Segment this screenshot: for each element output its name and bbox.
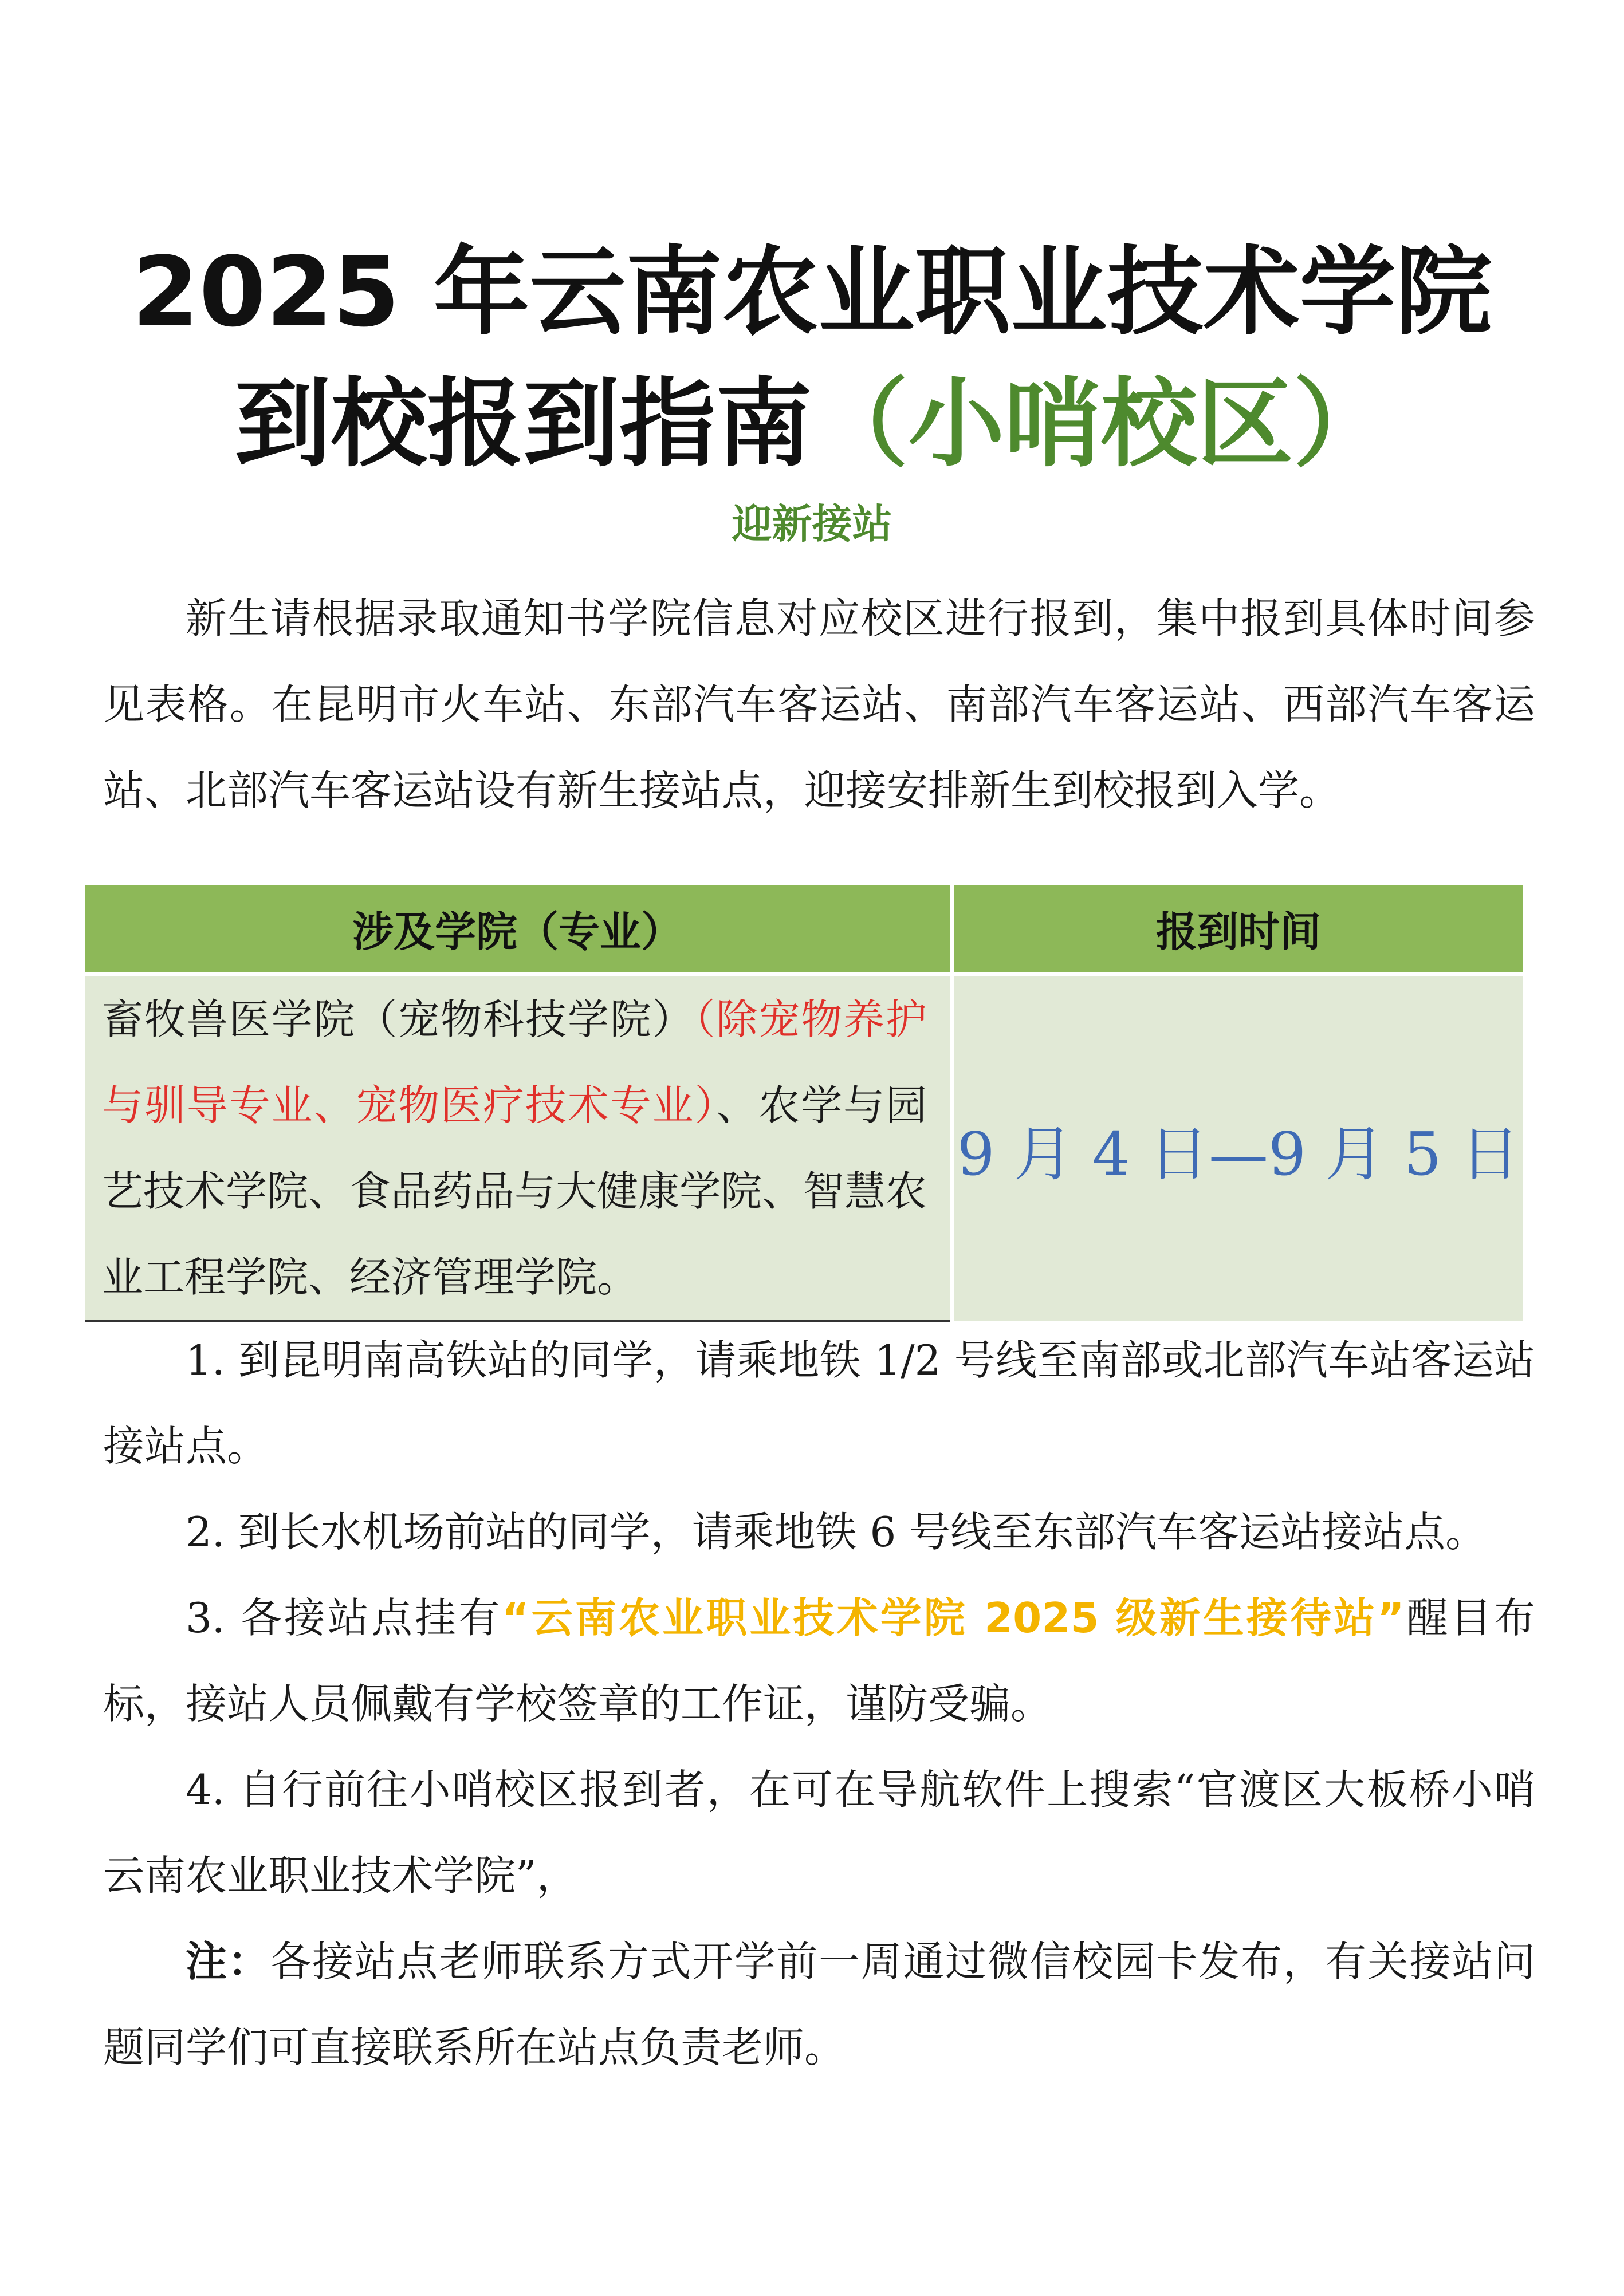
colleges-part1: 畜牧兽医学院（宠物科技学院） [102,995,695,1043]
step-3-after: 醒目布标，接站人员佩戴有学校签章的工作证，谨防受骗。 [103,1594,1535,1728]
step-1: 1. 到昆明南高铁站的同学，请乘地铁 1/2 号线至南部或北部汽车站客运站接站点。 [103,1336,1535,1470]
note-text: 各接站点老师联系方式开学前一周通过微信校园卡发布，有关接站问题同学们可直接联系所在站点负责老师。 [103,1937,1535,2071]
title-campus: （小哨校区） [812,368,1390,480]
intro-paragraph: 新生请根据录取通知书学院信息对应校区进行报到，集中报到具体时间参见表格。在昆明市火车站、东部汽车客运站、南部汽车客运站、西部汽车客运站、北部汽车客运站设有新生接站点，迎接安排新生到校报到入学。 [103,594,1535,814]
step-4: 4. 自行前往小哨校区报到者，在可在导航软件上搜索“官渡区大板桥小哨云南农业职业技术学院”， [103,1766,1535,1900]
step-3-banner-name: “云南农业职业技术学院 2025 级新生接待站” [502,1594,1405,1642]
registration-table [85,885,1523,1322]
page-title-line1: 2025 年云南农业职业技术学院 [132,236,1492,348]
step-3-before: 3. 各接站点挂有 [186,1594,502,1642]
header-colleges: 涉及学院（专业） [85,885,952,974]
page-title-line2 [0,367,1624,481]
header-time: 报到时间 [952,885,1523,974]
step-3 [103,1575,1535,1747]
colleges-part2: 、农学与园艺技术学院、食品药品与大健康学院、智慧农业工程学院、经济管理学院。 [102,1081,927,1301]
colleges-excluded: （除宠物养护与驯导专业、宠物医疗技术专业） [102,995,927,1129]
note-label: 注： [186,1937,270,1986]
table-header-row [85,885,1523,974]
section-heading: 迎新接站 [732,500,892,548]
step-2: 2. 到长水机场前站的同学，请乘地铁 6 号线至东部汽车客运站接站点。 [186,1508,1487,1556]
registration-time: 9 月 4 日—9 月 5 日 [952,974,1523,1321]
title-main: 到校报到指南 [234,368,812,480]
table-row [85,974,1523,1321]
note-paragraph [103,1919,1535,2090]
colleges-text [85,976,950,1320]
colleges-cell [85,974,952,1321]
